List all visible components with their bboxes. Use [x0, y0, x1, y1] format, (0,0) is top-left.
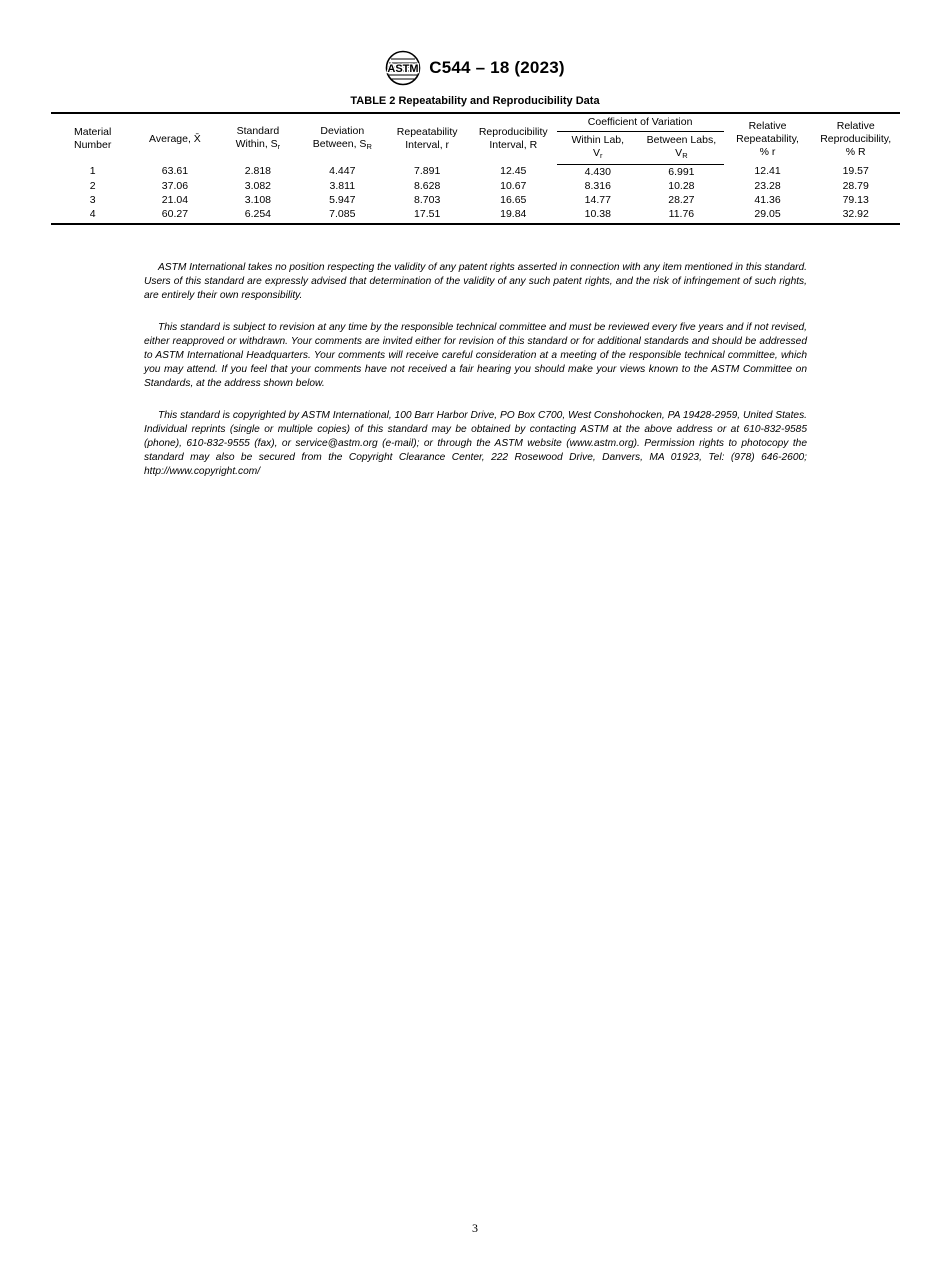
table-cell: 28.79 [842, 179, 869, 192]
table-cell: 14.77 [584, 193, 611, 206]
header-relative-repeatability: Relative Repeatability, % r [724, 113, 812, 165]
table-cell: 60.27 [134, 207, 215, 224]
header-material: Material Number [51, 113, 134, 165]
table-cell: 6.254 [216, 207, 301, 224]
table-cell: 12.45 [500, 165, 527, 178]
table-cell: 8.316 [584, 179, 611, 192]
page-number: 3 [472, 1221, 478, 1235]
header-between-labs: Between Labs, $V_R$ [639, 132, 724, 165]
table-cell: 19.84 [470, 207, 557, 224]
table-cell: 12.41 [754, 165, 781, 178]
svg-text:ASTM: ASTM [387, 63, 419, 75]
header-std-within: Standard Within, $S_r$ [216, 113, 301, 165]
header-within-lab: Within Lab, $V_r$ [557, 132, 640, 165]
table-cell: 3 [89, 193, 96, 206]
table-cell: 1 [89, 165, 96, 178]
revision-notice: This standard is subject to revision at any time by the responsible technical committee and must be reviewed every five years and if not revised, either reapproved or withdrawn. Your comments are invited either for revision of this standard or for additional standards and should be addressed to ASTM International Headquarters. Your comments will receive careful consideration at a meeting of the responsible technical committee, which you may attend. If you feel that your comments have not received a fair hearing you should make your views known to the ASTM Committee on Standards, at the address shown below. [144, 322, 807, 389]
table-cell: 29.05 [724, 207, 812, 224]
table-cell: 17.51 [384, 207, 470, 224]
patent-notice: ASTM International takes no position respecting the validity of any patent rights asserted in connection with any item mentioned in this standard. Users of this standard are expressly advised that determination of the validity of any such patent rights, and the risk of infringement of such rights, are entirely their own responsibility. [144, 262, 807, 301]
header-coefficient-of-variation: Coefficient of Variation [557, 113, 724, 132]
table-cell: 10.38 [557, 207, 640, 224]
header-dev-between: Deviation Between, $S_R$ [300, 113, 384, 165]
table-cell: 2.818 [244, 165, 272, 178]
table-cell: 21.04 [161, 193, 189, 206]
table-cell: 63.61 [161, 165, 189, 178]
table-cell: 6.991 [668, 165, 695, 178]
table-row [51, 193, 900, 207]
document-id: C544 – 18 (2023) [429, 58, 565, 77]
table-cell: 10.28 [668, 179, 695, 192]
document-header [0, 50, 950, 86]
table-cell: 32.92 [811, 207, 900, 224]
table-row [51, 207, 900, 224]
table-cell: 3.082 [244, 179, 272, 192]
table-cell: 11.76 [639, 207, 724, 224]
table-cell: 7.891 [414, 165, 441, 178]
table-cell: 3.811 [329, 179, 356, 192]
table-cell: 3.108 [244, 193, 272, 206]
notices-section [144, 261, 807, 497]
table-cell: 23.28 [754, 179, 781, 192]
table-cell: 4 [51, 207, 134, 224]
astm-logo-icon [385, 50, 421, 86]
table-cell: 4.447 [329, 165, 356, 178]
table-cell: 8.628 [414, 179, 441, 192]
table-cell: 16.65 [500, 193, 527, 206]
copyright-notice: This standard is copyrighted by ASTM International, 100 Barr Harbor Drive, PO Box C700, West Conshohocken, PA 19428-2959, United States. Individual reprints (single or multiple copies) of this standard may be obtained by contacting ASTM at the above address or at 610-832-9585 (phone), 610-832-9555 (fax), or service@astm.org (e-mail); or through the ASTM website (www.astm.org). Permission rights to photocopy the standard may also be secured from the Copyright Clearance Center, 222 Rosewood Drive, Danvers, MA 01923, Tel: (978) 646-2600; http://www.copyright.com/ [144, 410, 807, 477]
table-cell: 8.703 [414, 193, 441, 206]
table-cell: 4.430 [584, 165, 611, 178]
table-cell: 79.13 [842, 193, 869, 206]
header-average: Average, X̄ [134, 113, 215, 165]
table-cell: 28.27 [668, 193, 695, 206]
header-relative-reproducibility: Relative Reproducibility, % R [811, 113, 900, 165]
table-cell: 5.947 [329, 193, 356, 206]
header-reproducibility: Reproducibility Interval, R [470, 113, 557, 165]
table-cell: 7.085 [300, 207, 384, 224]
table-row [51, 179, 900, 193]
table-row [51, 165, 900, 180]
header-repeatability: Repeatability Interval, r [384, 113, 470, 165]
table-cell: 19.57 [842, 165, 869, 178]
table-cell: 37.06 [161, 179, 189, 192]
table-title: TABLE 2 Repeatability and Reproducibility Data [350, 95, 600, 107]
table-cell: 41.36 [754, 193, 781, 206]
repeatability-table [51, 112, 900, 225]
table-cell: 10.67 [500, 179, 527, 192]
table-cell: 2 [89, 179, 96, 192]
